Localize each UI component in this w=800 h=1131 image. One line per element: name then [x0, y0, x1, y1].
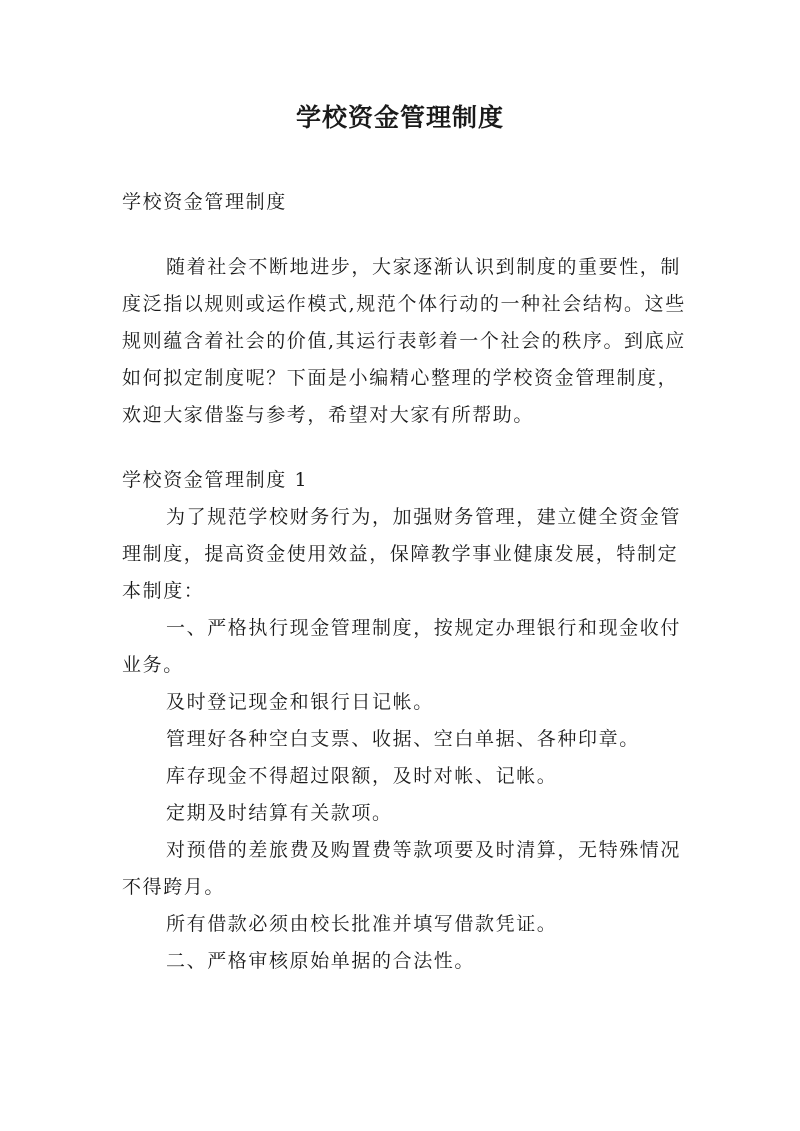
body-paragraph: 二、严格审核原始单据的合法性。: [166, 950, 476, 972]
document-title: 学校资金管理制度: [295, 103, 504, 132]
body-paragraph: 库存现金不得超过限额，及时对帐、记帐。: [166, 765, 558, 787]
document-subtitle: 学校资金管理制度: [122, 191, 287, 213]
intro-paragraph: 随着社会不断地进步，大家逐渐认识到制度的重要性，制度泛指以规则或运作模式,规范个体行动的一种社会结构。这些规则蕴含着社会的价值,其运行表彰着一个社会的秩序。到底应如何拟定制度呢？下面是小编精心整理的学校资金管理制度，欢迎大家借鉴与参考，希望对大家有所帮助。: [122, 256, 686, 426]
body-paragraph: 及时登记现金和银行日记帐。: [166, 691, 434, 713]
body-paragraph: 对预借的差旅费及购置费等款项要及时清算，无特殊情况不得跨月。: [122, 839, 682, 898]
body-paragraph: 为了规范学校财务行为，加强财务管理，建立健全资金管理制度，提高资金使用效益，保障教学事业健康发展，特制定本制度：: [122, 506, 682, 602]
section-heading: 学校资金管理制度 1: [122, 469, 309, 491]
document-body: [122, 184, 694, 980]
body-paragraph: 定期及时结算有关款项。: [166, 802, 393, 824]
body-paragraph: 所有借款必须由校长批准并填写借款凭证。: [166, 913, 558, 935]
body-paragraph: 管理好各种空白支票、收据、空白单据、各种印章。: [166, 728, 640, 750]
body-paragraph: 一、严格执行现金管理制度，按规定办理银行和现金收付业务。: [122, 617, 682, 676]
